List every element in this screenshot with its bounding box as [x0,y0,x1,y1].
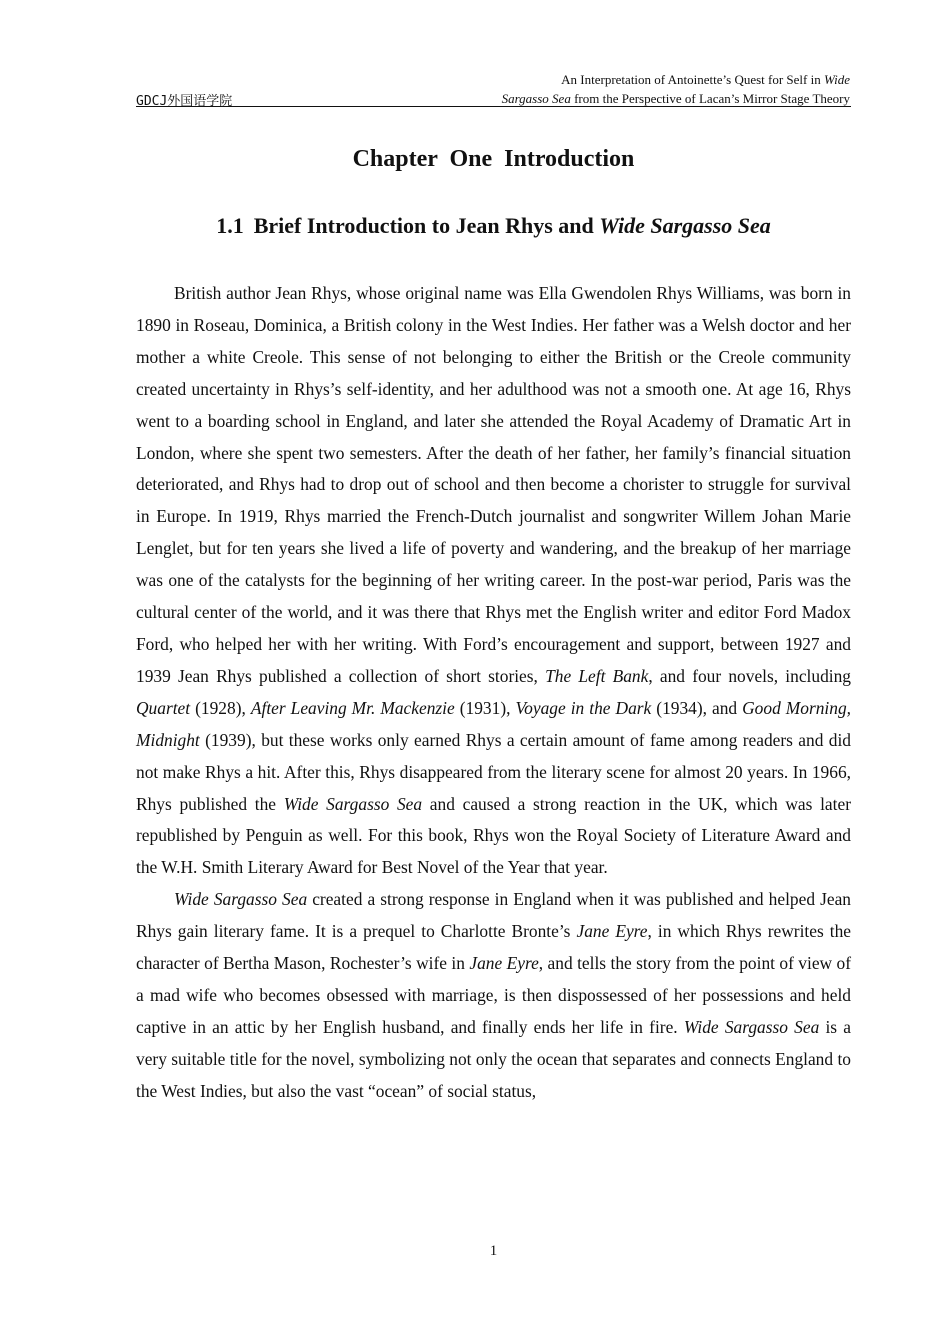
header-title-text: An Interpretation of Antoinette’s Quest for Self in [561,72,824,87]
book-title: Voyage in the Dark [515,697,652,718]
paragraph-text: (1931), [454,697,516,718]
book-title: Jane Eyre [576,921,648,942]
book-title: Wide Sargasso Sea [174,889,308,910]
paragraph-text: (1928), [190,697,251,718]
book-title: The Left Bank [545,665,649,686]
paragraph-text: (1934), and [651,697,743,718]
section-title-italic: Wide Sargasso Sea [599,213,771,238]
book-title: Good Morning, Midnight [136,697,851,750]
section-number: 1.1 [216,213,244,238]
paragraph-text: and caused a strong reaction in the UK, which was later republished by Penguin as well. For this book, Rhys won the Royal Society of Literature Award and the W.H. Smith Literary Award for Best Novel of the Year that year. [136,793,851,878]
paragraph-text: , and four novels, including [648,665,851,686]
book-title: After Leaving Mr. Mackenzie [250,697,455,718]
page-number: 1 [489,1243,498,1259]
header-title-text: from the Perspective of Lacan’s Mirror Stage Theory [570,91,850,106]
paragraph-text: (1939), but these works only earned Rhys a certain amount of fame among readers and did not make Rhys a hit. After this, Rhys disappeared from the literary scene for almost 20 years. In 1966, Rhys published the [136,729,851,814]
header-institution: GDCJ外国语学院 [136,94,233,109]
paragraph-text: created a strong response in England when it was published and helped Jean Rhys gain literary fame. It is a prequel to Charlotte Bronte’s [136,889,851,942]
book-title: Jane Eyre [469,953,539,974]
book-title: Wide Sargasso Sea [283,793,423,814]
section-title: Brief Introduction to Jean Rhys and [253,213,600,238]
paragraph-text: , and tells the story from the point of view of a mad wife who becomes obsessed with marriage, is then dispossessed of her possessions and held captive in an attic by her English husband, and finally ends her life in fire. [136,953,851,1037]
paragraph-text: is a very suitable title for the novel, symbolizing not only the ocean that separates and connects England to the West Indies, but also the vast “ocean” of social status, [136,1016,851,1101]
book-title: Wide Sargasso Sea [683,1016,820,1037]
body-text [136,278,851,1108]
header-title-italic: Wide [824,72,850,87]
section-heading [136,213,851,239]
chapter-title: Chapter One Introduction [352,146,635,172]
book-title: Quartet [136,697,191,718]
header-title-italic: Sargasso Sea [501,91,571,106]
header-rule [136,106,851,107]
paragraph-text: British author Jean Rhys, whose original name was Ella Gwendolen Rhys Williams, was born in 1890 in Roseau, Dominica, a British colony in the West Indies. Her father was a Welsh doctor and her mother a white Creole. This sense of not belonging to either the British or the Creole community created uncertainty in Rhys’s self-identity, and her adulthood was not a smooth one. At age 16, Rhys went to a boarding school in England, and later she attended the Royal Academy of Dramatic Art in London, where she spent two semesters. After the death of her father, her family’s financial situation deteriorated, and Rhys had to drop out of school and then become a chorister to struggle for survival in Europe. In 1919, Rhys married the French-Dutch journalist and songwriter Willem Johan Marie Lenglet, but for ten years she lived a life of poverty and wandering, and the breakup of her marriage was one of the catalysts for the beginning of her writing career. In the post-war period, Paris was the cultural center of the world, and it was there that Rhys met the English writer and editor Ford Madox Ford, who helped her with her writing. With Ford’s encouragement and support, between 1927 and 1939 Jean Rhys published a collection of short stories, [136,283,851,686]
paragraph [136,884,851,1107]
header-thesis-title [400,70,850,108]
header-title-line1 [561,72,850,87]
paragraph [136,278,851,884]
paragraph-text: , in which Rhys rewrites the character of Bertha Mason, Rochester’s wife in [136,921,851,974]
